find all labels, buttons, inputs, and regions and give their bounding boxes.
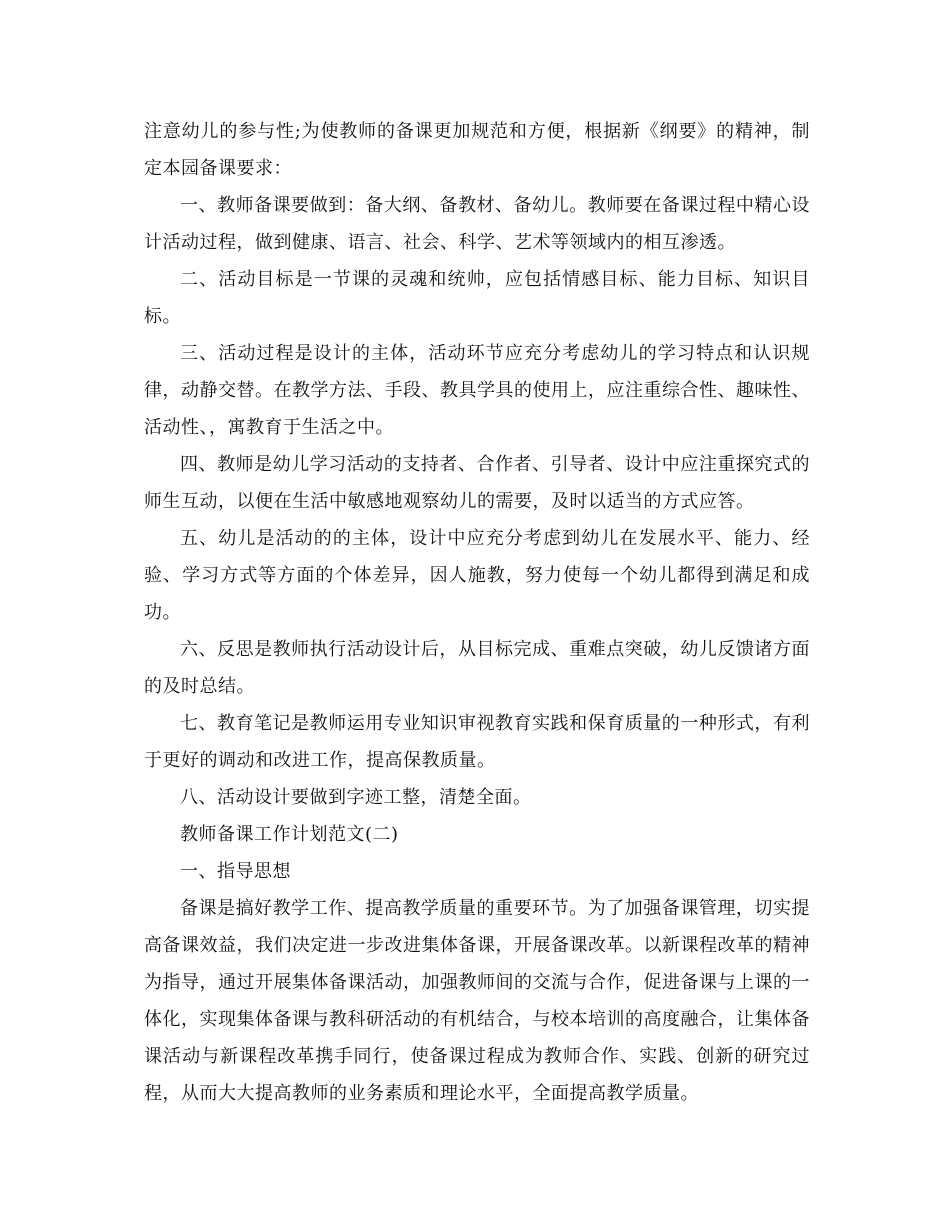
paragraph-requirement-2: 二、活动目标是一节课的灵魂和统帅，应包括情感目标、能力目标、知识目标。 bbox=[144, 269, 810, 327]
document-body bbox=[144, 113, 810, 1112]
paragraph-requirement-3: 三、活动过程是设计的主体，活动环节应充分考虑幼儿的学习特点和认识规律，动静交替。在教学方法、手段、教具学具的使用上，应注重综合性、趣味性、活动性、，寓教育于生活之中。 bbox=[144, 343, 810, 438]
paragraph-requirement-8: 八、活动设计要做到字迹工整，清楚全面。 bbox=[180, 787, 532, 808]
paragraph-requirement-4: 四、教师是幼儿学习活动的支持者、合作者、引导者、设计中应注重探究式的师生互动，以便在生活中敏感地观察幼儿的需要，及时以适当的方式应答。 bbox=[144, 454, 810, 512]
paragraph-requirement-1: 一、教师备课要做到：备大纲、备教材、备幼儿。教师要在备课过程中精心设计活动过程，做到健康、语言、社会、科学、艺术等领域内的相互渗透。 bbox=[144, 195, 810, 253]
paragraph-requirement-7: 七、教育笔记是教师运用专业知识审视教育实践和保育质量的一种形式，有利于更好的调动和改进工作，提高保教质量。 bbox=[144, 713, 810, 771]
paragraph-intro: 注意幼儿的参与性;为使教师的备课更加规范和方便，根据新《纲要》的精神，制定本园备课要求： bbox=[144, 121, 810, 179]
paragraph-guiding-ideology: 备课是搞好教学工作、提高教学质量的重要环节。为了加强备课管理，切实提高备课效益，我们决定进一步改进集体备课，开展备课改革。以新课程改革的精神为指导，通过开展集体备课活动，加强教师间的交流与合作，促进备课与上课的一体化，实现集体备课与教科研活动的有机结合，与校本培训的高度融合，让集体备课活动与新课程改革携手同行，使备课过程成为教师合作、实践、创新的研究过程，从而大大提高教师的业务素质和理论水平，全面提高教学质量。 bbox=[144, 898, 810, 1104]
paragraph-requirement-5: 五、幼儿是活动的的主体，设计中应充分考虑到幼儿在发展水平、能力、经验、学习方式等方面的个体差异，因人施教，努力使每一个幼儿都得到满足和成功。 bbox=[144, 528, 810, 623]
paragraph-requirement-6: 六、反思是教师执行活动设计后，从目标完成、重难点突破，幼儿反馈诸方面的及时总结。 bbox=[144, 639, 810, 697]
section-title: 教师备课工作计划范文(二) bbox=[180, 824, 399, 845]
section-heading-guiding-ideology: 一、指导思想 bbox=[180, 861, 291, 882]
